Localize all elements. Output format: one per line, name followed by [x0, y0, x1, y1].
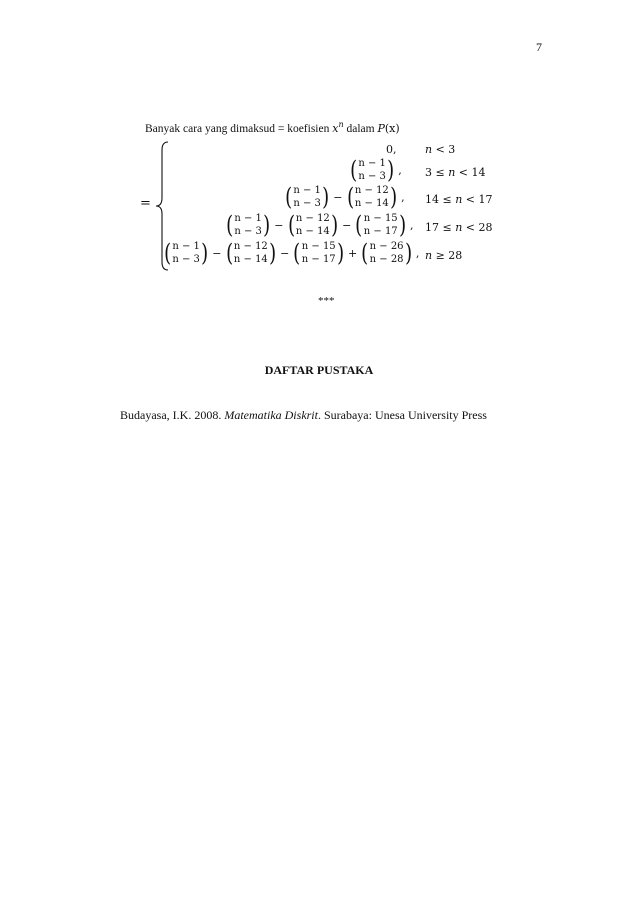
var-x-power-n: $x^n$	[332, 120, 344, 135]
case-row-3-value: (n − 1 n − 3) − (n − 12 n − 14) ,	[285, 183, 405, 211]
binomial: (n − 1 n − 3)	[350, 156, 395, 184]
binomial: (n − 1 n − 3)	[164, 239, 209, 267]
intro-sentence	[145, 122, 400, 135]
reference-publisher: . Surabaya: Unesa University Press	[317, 408, 487, 422]
reference-authors-year: Budayasa, I.K. 2008.	[120, 408, 225, 422]
case-row-4-value: (n − 1 n − 3) − (n − 12 n − 14) − (n − 15 n − 17) ,	[226, 211, 414, 239]
case-row-1-value: 0,	[386, 143, 397, 156]
section-separator: ***	[318, 295, 335, 307]
case-row-5-value: (n − 1 n − 3) − (n − 12 n − 14) − (n − 15 n − 17) + (n − 26 n − 28) ,	[164, 239, 420, 267]
equals-sign: =	[140, 196, 151, 211]
case-row-3-condition: 14 ≤ n < 17	[425, 193, 493, 206]
binomial: (n − 26 n − 28)	[361, 239, 412, 267]
case-row-5-condition: n ≥ 28	[425, 249, 463, 262]
reference-title: Matematika Diskrit	[224, 408, 318, 422]
intro-mid: dalam	[343, 123, 378, 135]
binomial: (n − 12 n − 14)	[225, 239, 276, 267]
binomial: (n − 1 n − 3)	[285, 183, 330, 211]
reference-entry	[120, 408, 487, 423]
func-p: P(x)	[377, 122, 400, 135]
intro-text: Banyak cara yang dimaksud = koefisien	[145, 123, 333, 135]
case-row-1-condition: n < 3	[425, 143, 456, 156]
binomial: (n − 12 n − 14)	[287, 211, 338, 239]
case-row-2-value: (n − 1 n − 3) ,	[350, 156, 402, 184]
binomial: (n − 12 n − 14)	[346, 183, 397, 211]
page-number: 7	[536, 40, 542, 54]
case-row-4-condition: 17 ≤ n < 28	[425, 221, 493, 234]
binomial: (n − 1 n − 3)	[226, 211, 271, 239]
case-row-2-condition: 3 ≤ n < 14	[425, 166, 486, 179]
binomial: (n − 15 n − 17)	[293, 239, 344, 267]
binomial: (n − 15 n − 17)	[355, 211, 406, 239]
section-heading: DAFTAR PUSTAKA	[264, 363, 374, 377]
